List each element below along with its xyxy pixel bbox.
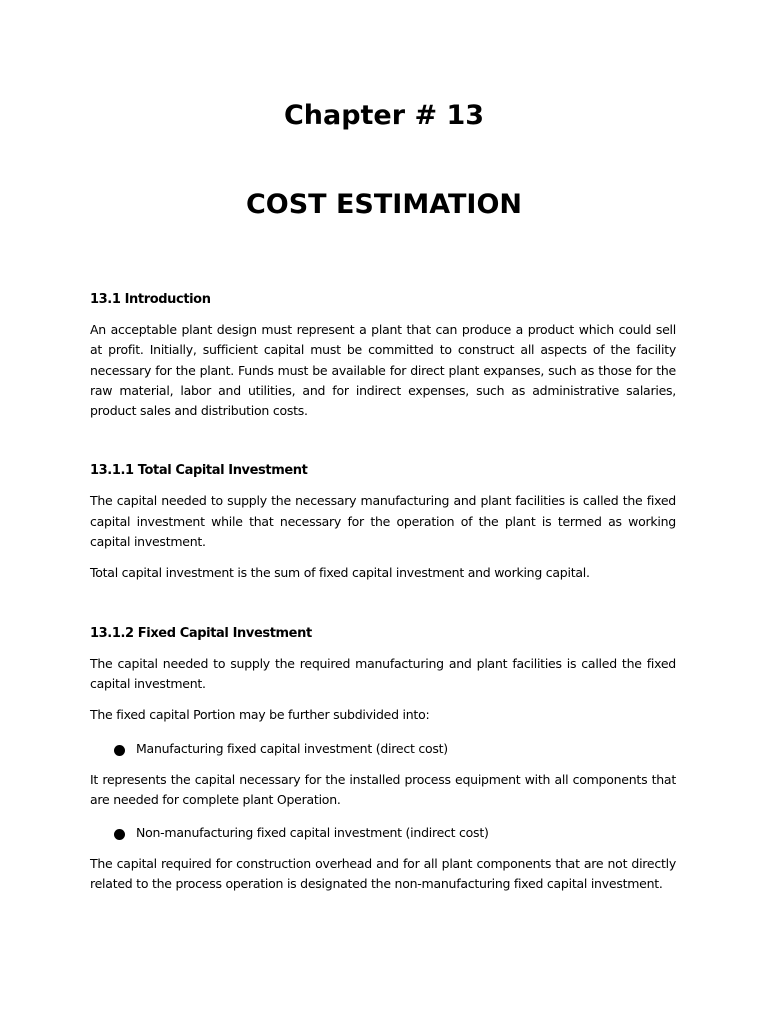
main-title: COST ESTIMATION (245, 189, 523, 220)
section-heading-total-capital-investment: 13.1.1 Total Capital Investment (90, 463, 308, 479)
fixed-capital-paragraph-4: The capital required for construction overhead and for all plant components that are not directly related to the process operation is designated the non-manufacturing fixed capital investment. (90, 856, 676, 892)
chapter-title: Chapter # 13 (283, 100, 485, 131)
total-capital-paragraph-1: The capital needed to supply the necessary manufacturing and plant facilities is called the fixed capital investment while that necessary for the operation of the plant is termed as working capital investment. (90, 493, 676, 550)
section-heading-fixed-capital-investment: 13.1.2 Fixed Capital Investment (90, 625, 312, 641)
bullet-text-manufacturing: Manufacturing fixed capital investment (direct cost) (136, 740, 448, 756)
bullet-item-manufacturing (90, 739, 676, 759)
fixed-capital-paragraph-1: The capital needed to supply the required manufacturing and plant facilities is called the fixed capital investment. (90, 655, 676, 691)
bullet-item-non-manufacturing (90, 823, 676, 843)
introduction-paragraph: An acceptable plant design must represent a plant that can produce a product which could sell at profit. Initially, sufficient capital must be committed to construct all aspects of the facility necessary for the plant. Funds must be available for direct plant expanses, such as those for the raw material, labor and utilities, and for indirect expenses, such as administrative salaries, product sales and distribution costs. (90, 322, 676, 419)
bullet-dot-icon (114, 829, 125, 840)
fixed-capital-paragraph-2: The fixed capital Portion may be further subdivided into: (90, 707, 430, 723)
section-heading-introduction: 13.1 Introduction (90, 292, 211, 307)
bullet-text-non-manufacturing: Non-manufacturing fixed capital investment (indirect cost) (136, 825, 489, 841)
bullet-dot-icon (114, 745, 125, 756)
document-body (90, 290, 676, 895)
fixed-capital-paragraph-3: It represents the capital necessary for the installed process equipment with all components that are needed for complete plant Operation. (90, 771, 676, 807)
total-capital-paragraph-2: Total capital investment is the sum of fixed capital investment and working capital. (90, 565, 590, 581)
